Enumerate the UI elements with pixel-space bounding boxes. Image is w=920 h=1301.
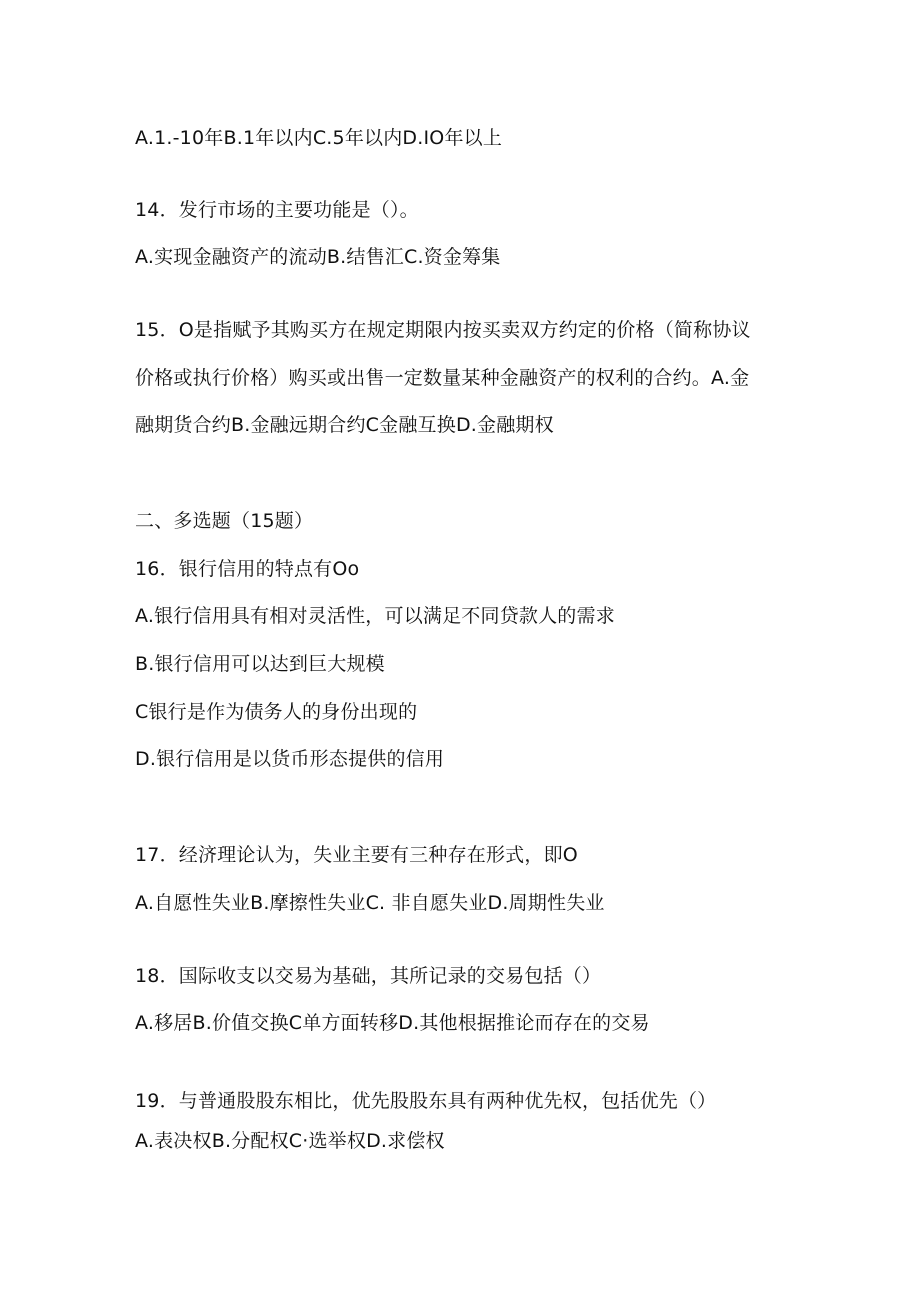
q19-question: 19．与普通股股东相比，优先股股东具有两种优先权，包括优先（）	[135, 1090, 717, 1112]
section-heading-multiple-choice: 二、多选题（15题）	[135, 510, 314, 532]
q15-question-line-2: 价格或执行价格）购买或出售一定数量某种金融资产的权利的合约。A.金	[135, 367, 750, 389]
q18-options: A.移居B.价值交换C单方面转移D.其他根据推论而存在的交易	[135, 1012, 650, 1034]
q17-options: A.自愿性失业B.摩擦性失业C. 非自愿失业D.周期性失业	[135, 892, 605, 914]
q19-options: A.表决权B.分配权C·选举权D.求偿权	[135, 1130, 445, 1152]
q17-question: 17．经济理论认为，失业主要有三种存在形式，即O	[135, 844, 578, 866]
q16-option-c: C银行是作为债务人的身份出现的	[135, 701, 418, 723]
q13-options: A.1.-10年B.1年以内C.5年以内D.IO年以上	[135, 127, 503, 149]
q16-option-a: A.银行信用具有相对灵活性，可以满足不同贷款人的需求	[135, 605, 615, 627]
q15-question-line-3: 融期货合约B.金融远期合约C金融互换D.金融期权	[135, 414, 554, 436]
q16-question: 16．银行信用的特点有Oo	[135, 558, 360, 580]
q16-option-b: B.银行信用可以达到巨大规模	[135, 653, 385, 675]
q14-options: A.实现金融资产的流动B.结售汇C.资金筹集	[135, 246, 501, 268]
q16-option-d: D.银行信用是以货币形态提供的信用	[135, 748, 445, 770]
q18-question: 18．国际收支以交易为基础，其所记录的交易包括（）	[135, 965, 602, 987]
q14-question: 14．发行市场的主要功能是（）。	[135, 199, 419, 221]
q15-question-line-1: 15．O是指赋予其购买方在规定期限内按买卖双方约定的价格（简称协议	[135, 319, 751, 341]
